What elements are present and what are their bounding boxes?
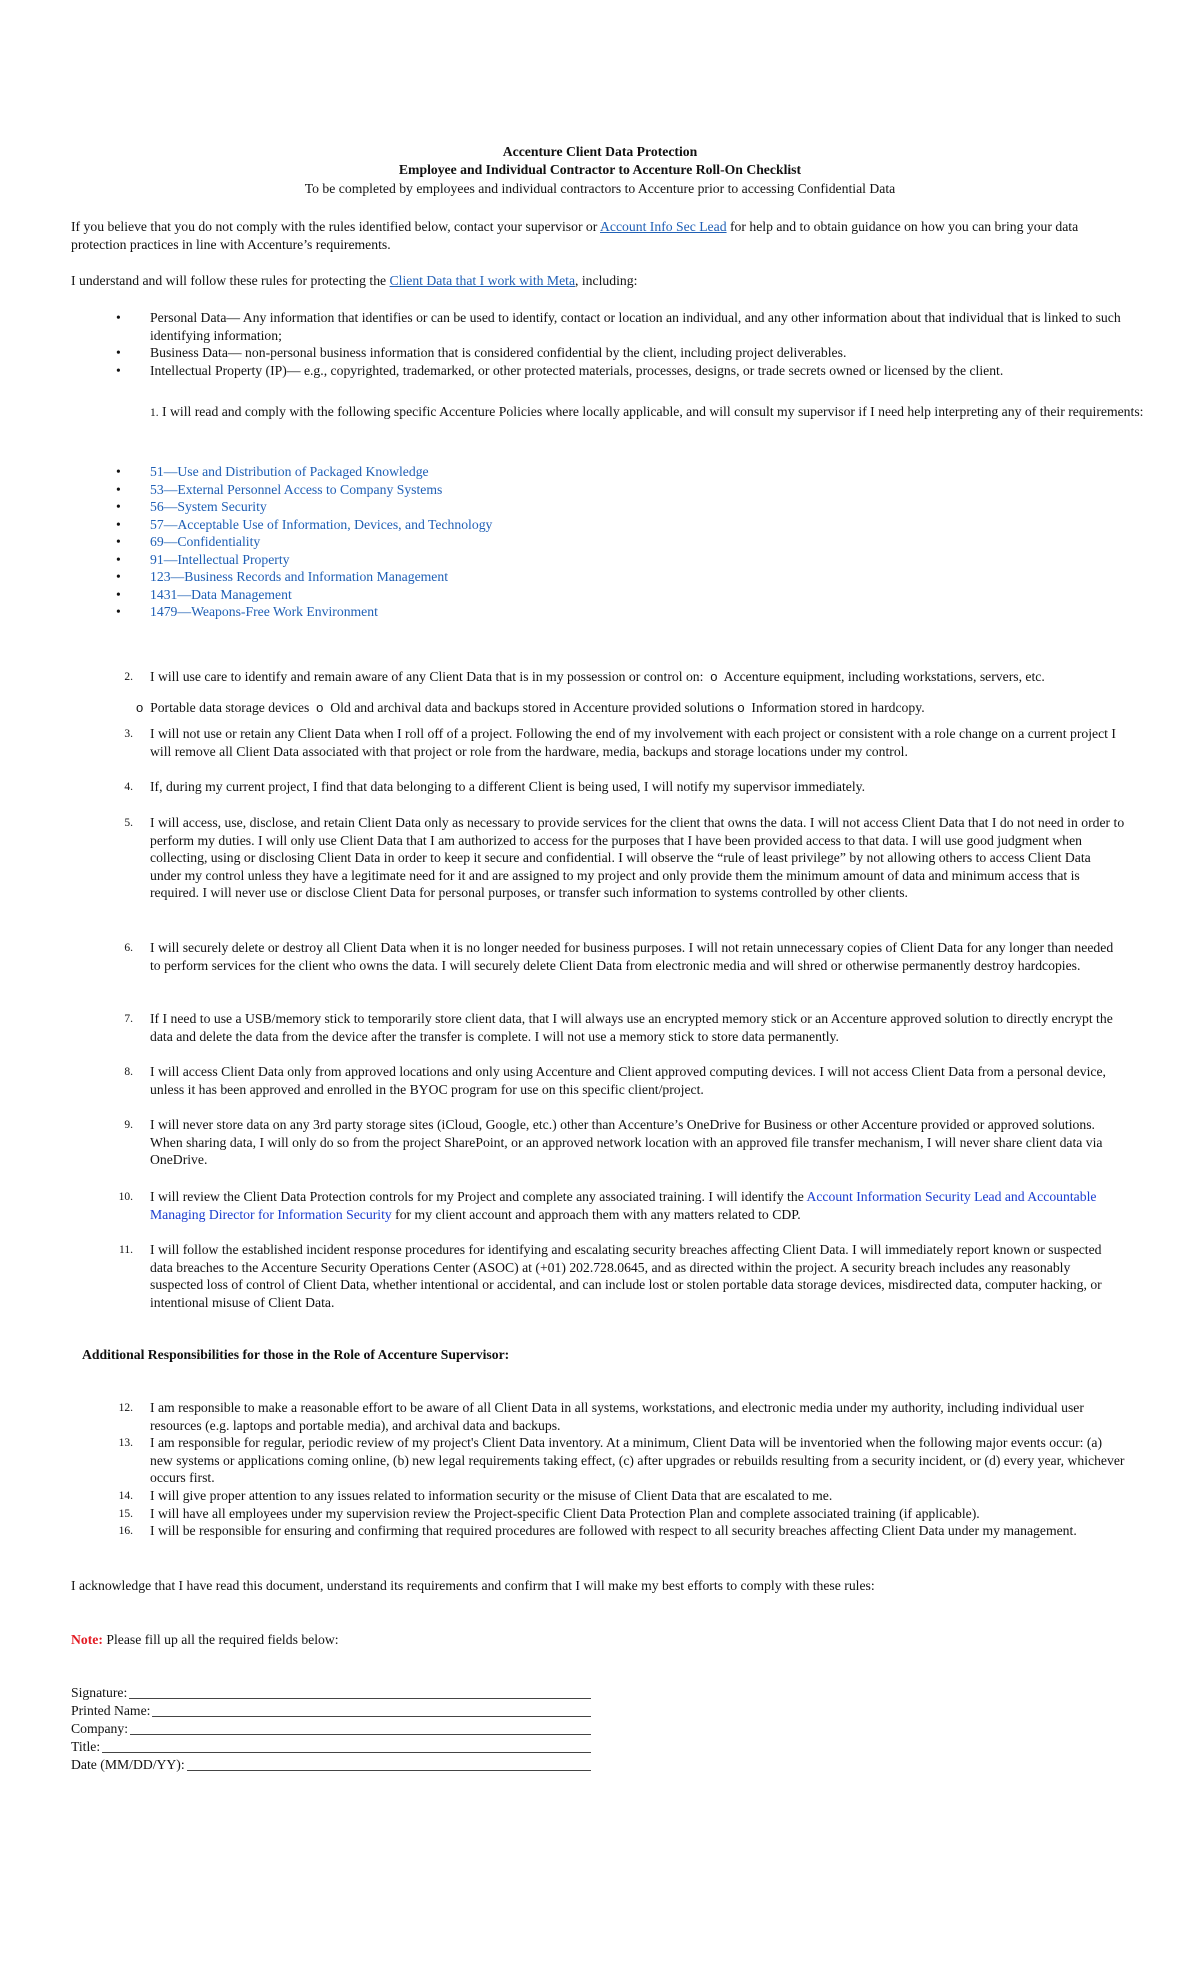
numbered-item: I will access, use, disclose, and retain Client Data only as necessary to provide services for the client that owns the data. I will not access Client Data that I do not need in order to perform my duties. I will only use Client Data that I am authorized to access for the purposes that I have been provided access to that data. I will use good judgment when collecting, using or disclosing Client Data in order to keep it secure and confidential. I will observe the “rule of least privilege” by not allowing others to access Client Data under my control unless they have a legitimate need for it and are assigned to my project and only provide them the minimum amount of data and minimum access that is required. I will never use or disclose Client Data for personal purposes, or transfer such information to systems controlled by other clients. <box>150 815 1125 900</box>
bullet-icon: • <box>116 569 121 584</box>
item-number: 12. <box>118 1402 133 1414</box>
signature-line[interactable] <box>129 1684 591 1699</box>
intro-paragraph: If you believe that you do not comply with the rules identified below, contact your supervisor or Account Info Sec Lead for help and to obtain guidance on how you can bring your data protection practices in line with Accenture’s requirements. <box>71 219 1079 252</box>
bullet-icon: • <box>116 464 121 479</box>
circle-bullet-icon: o <box>316 700 324 715</box>
numbered-item: If I need to use a USB/memory stick to temporarily store client data, that I will always use an encrypted memory stick or an Accenture approved solution to directly encrypt the data and delete the data from the device after the transfer is complete. I will not use a memory stick to store data permanently. <box>150 1011 1113 1044</box>
numbered-item: I will not use or retain any Client Data when I roll off of a project. Following the end of my involvement with each project or consistent with a role change on a current project I will remove all Client Data associated with that project or role from the hardware, media, backups and storage locations under my control. <box>150 726 1116 759</box>
company-field[interactable]: Company: <box>71 1720 591 1738</box>
item-number: 13. <box>118 1437 133 1449</box>
acknowledgement: I acknowledge that I have read this document, understand its requirements and confirm that I will make my best efforts to comply with these rules: <box>71 1578 875 1593</box>
printed-name-field[interactable]: Printed Name: <box>71 1702 591 1720</box>
policy-link[interactable]: 69—Confidentiality <box>150 534 261 549</box>
numbered-item: I will give proper attention to any issues related to information security or the misuse of Client Data that are escalated to me. <box>150 1488 833 1503</box>
account-info-sec-lead-link[interactable]: Account Info Sec Lead <box>600 219 727 234</box>
bullet-icon: • <box>116 482 121 497</box>
item-number: 9. <box>124 1119 133 1131</box>
numbered-item: I will have all employees under my supervision review the Project-specific Client Data Protection Plan and complete associated training (if applicable). <box>150 1506 980 1521</box>
bullet-icon: • <box>116 517 121 532</box>
policy-link[interactable]: 1479—Weapons-Free Work Environment <box>150 604 378 619</box>
bullet-icon: • <box>116 604 121 619</box>
list-item: Intellectual Property (IP)— e.g., copyrighted, trademarked, or other protected materials, processes, designs, or trade secrets owned or licensed by the client. <box>150 363 1004 378</box>
policy-link[interactable]: 91—Intellectual Property <box>150 552 290 567</box>
item-number: 10. <box>118 1191 133 1203</box>
note-label: Note: <box>71 1632 103 1647</box>
document-subtitle: Employee and Individual Contractor to Accenture Roll-On Checklist <box>398 162 802 177</box>
numbered-item-1: 1. I will read and comply with the following specific Accenture Policies where locally applicable, and will consult my supervisor if I need help interpreting any of their requirements: <box>150 404 1144 419</box>
item-number: 6. <box>124 942 133 954</box>
bullet-icon: • <box>116 552 121 567</box>
signature-field[interactable]: Signature: <box>71 1684 591 1702</box>
document-title: Accenture Client Data Protection <box>502 144 698 159</box>
supervisor-heading: Additional Responsibilities for those in the Role of Accenture Supervisor: <box>82 1347 510 1362</box>
printed-name-line[interactable] <box>152 1702 591 1717</box>
bullet-icon: • <box>116 499 121 514</box>
item-number: 5. <box>124 817 133 829</box>
note: Note: Please fill up all the required fields below: <box>71 1632 339 1647</box>
policy-link[interactable]: 56—System Security <box>150 499 267 514</box>
bullet-icon: • <box>116 363 121 378</box>
item-number: 2. <box>124 671 133 683</box>
circle-bullet-icon: o <box>710 669 718 684</box>
numbered-item-10: I will review the Client Data Protection controls for my Project and complete any associated training. I will identify the Account Information Security Lead and Accountable Managing Director for Information Security for my client account and approach them with any matters related to CDP. <box>150 1189 1097 1222</box>
account-security-lead-link[interactable]: Account Information Security Lead and Accountable Managing Director for Information Security <box>150 1189 1097 1222</box>
item-number: 15. <box>118 1508 133 1520</box>
title-field[interactable]: Title: <box>71 1738 591 1756</box>
numbered-item: I will access Client Data only from approved locations and only using Accenture and Client approved computing devices. I will not access Client Data from a personal device, unless it has been approved and enrolled in the BYOC program for use on this specific client/project. <box>150 1064 1106 1097</box>
policy-link[interactable]: 123—Business Records and Information Management <box>150 569 449 584</box>
document-instruction: To be completed by employees and individual contractors to Accenture prior to accessing Confidential Data <box>304 181 896 196</box>
item-number: 4. <box>124 781 133 793</box>
numbered-item: If, during my current project, I find that data belonging to a different Client is being used, I will notify my supervisor immediately. <box>150 779 866 794</box>
bullet-icon: • <box>116 345 121 360</box>
list-item: Business Data— non-personal business information that is considered confidential by the client, including project deliverables. <box>150 345 847 360</box>
bullet-icon: • <box>116 534 121 549</box>
numbered-item-11: I will follow the established incident response procedures for identifying and escalating security breaches affecting Client Data. I will immediately report known or suspected data breaches to the Accenture Security Operations Center (ASOC) at (+01) 202.728.0645, and as directed within the project. A security breach includes any reasonably suspected loss of control of Client Data, whether intentional or accidental, and can include lost or stolen portable data storage devices, misdirected data, computer hacking, or intentional misuse of Client Data. <box>150 1242 1102 1310</box>
policy-link[interactable]: 51—Use and Distribution of Packaged Knowledge <box>150 464 429 479</box>
item-number: 7. <box>124 1013 133 1025</box>
circle-bullet-icon: o <box>136 700 144 715</box>
item-number: 3. <box>124 728 133 740</box>
client-data-link[interactable]: Client Data that I work with Meta <box>389 273 576 288</box>
list-item: Personal Data— Any information that identifies or can be used to identify, contact or location an individual, and any other information about that individual that is linked to such identifying information; <box>150 310 1121 343</box>
item-number: 14. <box>118 1490 133 1502</box>
date-field[interactable]: Date (MM/DD/YY): <box>71 1756 591 1774</box>
bullet-icon: • <box>116 310 121 325</box>
policy-link[interactable]: 57—Acceptable Use of Information, Devices, and Technology <box>150 517 493 532</box>
item-number: 11. <box>119 1244 133 1256</box>
numbered-item: I am responsible for regular, periodic review of my project's Client Data inventory. At a minimum, Client Data will be inventoried when the following major events occur: (a) new systems or applications coming online, (b) new legal requirements taking effect, (c) after upgrades or rebuilds resulting from a security incident, or (d) every year, whichever occurs first. <box>150 1435 1125 1485</box>
numbered-item: I will securely delete or destroy all Client Data when it is no longer needed for business purposes. I will not retain unnecessary copies of Client Data for any longer than needed to perform services for the client who owns the data. I will securely delete Client Data from electronic media and will shred or otherwise permanently destroy hardcopies. <box>150 940 1114 973</box>
date-line[interactable] <box>187 1756 591 1771</box>
circle-bullet-icon: o <box>737 700 745 715</box>
item-number: 16. <box>118 1525 133 1537</box>
policy-link[interactable]: 53—External Personnel Access to Company Systems <box>150 482 443 497</box>
policy-link[interactable]: 1431—Data Management <box>150 587 292 602</box>
rules-intro: I understand and will follow these rules for protecting the Client Data that I work with Meta, including: <box>71 273 638 288</box>
bullet-icon: • <box>116 587 121 602</box>
item-number: 8. <box>124 1066 133 1078</box>
numbered-item: I will be responsible for ensuring and confirming that required procedures are followed with respect to all security breaches affecting Client Data under my management. <box>150 1523 1077 1538</box>
numbered-item: I will never store data on any 3rd party storage sites (iCloud, Google, etc.) other than Accenture’s OneDrive for Business or other Accenture provided or approved solutions. When sharing data, I will only do so from the project SharePoint, or an approved network location with an approved file transfer mechanism, I will never share client data via OneDrive. <box>150 1117 1103 1167</box>
title-line[interactable] <box>102 1738 591 1753</box>
company-line[interactable] <box>130 1720 591 1735</box>
numbered-item: I am responsible to make a reasonable effort to be aware of all Client Data in all systems, workstations, and electronic media under my authority, including individual user resources (e.g. laptops and portable media), and archival data and backups. <box>150 1400 1084 1433</box>
numbered-item-2: I will use care to identify and remain aware of any Client Data that is in my possession or control on: o Accenture equipment, including workstations, servers, etc. <box>150 669 1045 684</box>
item-2-options: o Portable data storage devices o Old and archival data and backups stored in Accenture provided solutions o Information stored in hardcopy. <box>136 700 925 715</box>
